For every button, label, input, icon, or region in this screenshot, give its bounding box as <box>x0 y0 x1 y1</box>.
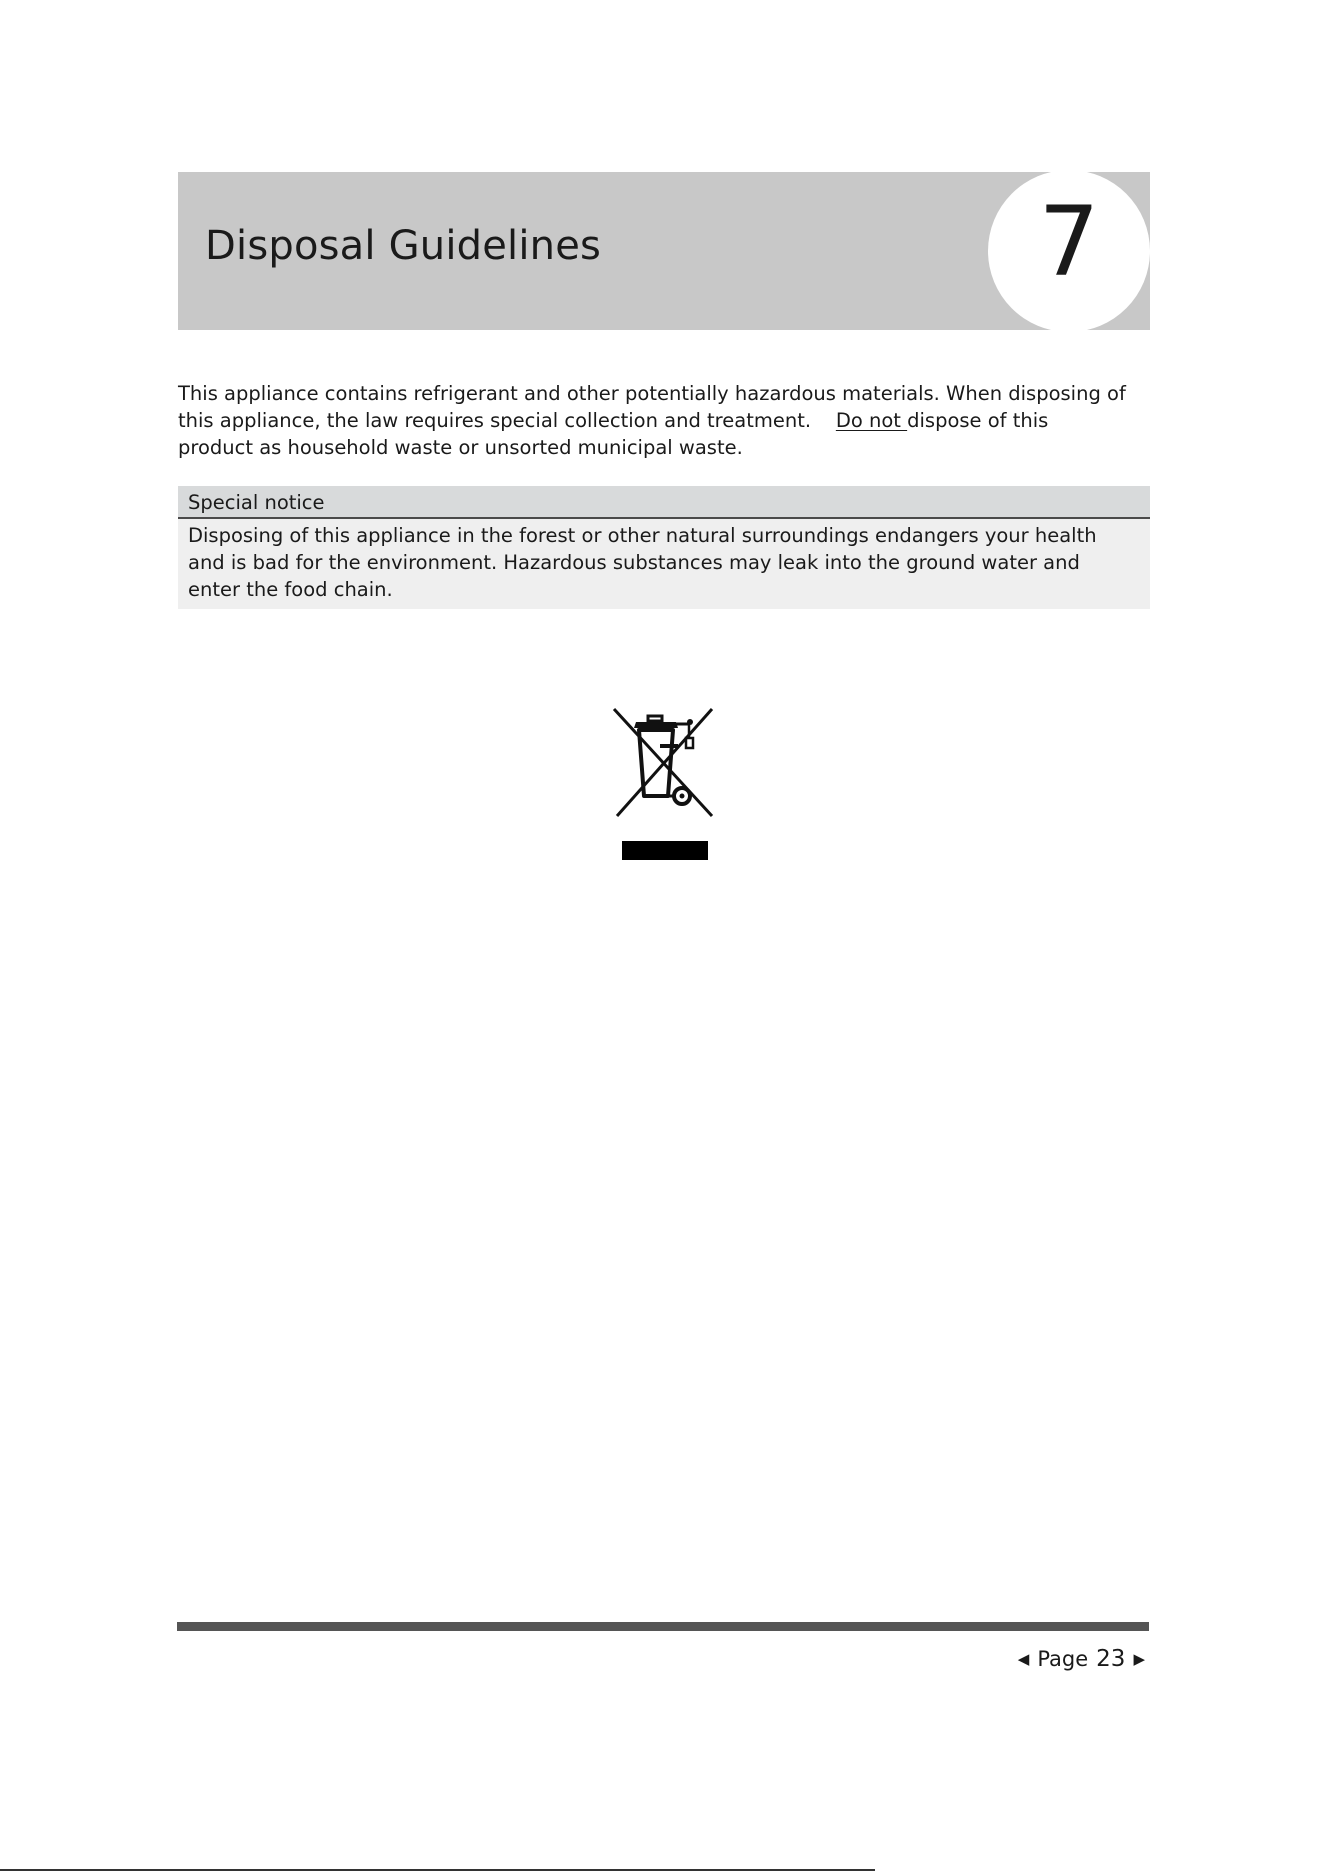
crossed-out-wheeled-bin-icon <box>608 704 718 860</box>
special-notice-heading: Special notice <box>178 486 1150 519</box>
triangle-right-icon[interactable]: ▶ <box>1133 1649 1145 1668</box>
footer-rule <box>177 1622 1149 1631</box>
page-label: Page <box>1037 1647 1089 1671</box>
chapter-banner <box>178 172 1150 330</box>
intro-paragraph <box>178 380 1128 461</box>
scan-edge-line <box>0 1869 875 1871</box>
page-number: 23 <box>1096 1646 1126 1672</box>
intro-emphasis: Do not <box>835 409 908 432</box>
chapter-title: Disposal Guidelines <box>205 223 602 269</box>
intro-text-start: This appliance contains refrigerant and other potentially hazardous materials. When disposing of this appliance, the law requires special collection and treatment. <box>178 382 1126 432</box>
chapter-number-badge <box>988 172 1150 330</box>
page-indicator <box>1018 1646 1145 1672</box>
intro-text-end: dispose of this product as household waste or unsorted municipal waste. <box>178 409 1049 459</box>
special-notice-body: Disposing of this appliance in the forest or other natural surroundings endangers your health and is bad for the environment. Hazardous substances may leak into the ground water and enter the food chain. <box>178 519 1150 609</box>
chapter-number: 7 <box>1038 186 1100 298</box>
special-notice-box <box>178 486 1150 609</box>
triangle-left-icon[interactable]: ◀ <box>1017 1649 1030 1668</box>
